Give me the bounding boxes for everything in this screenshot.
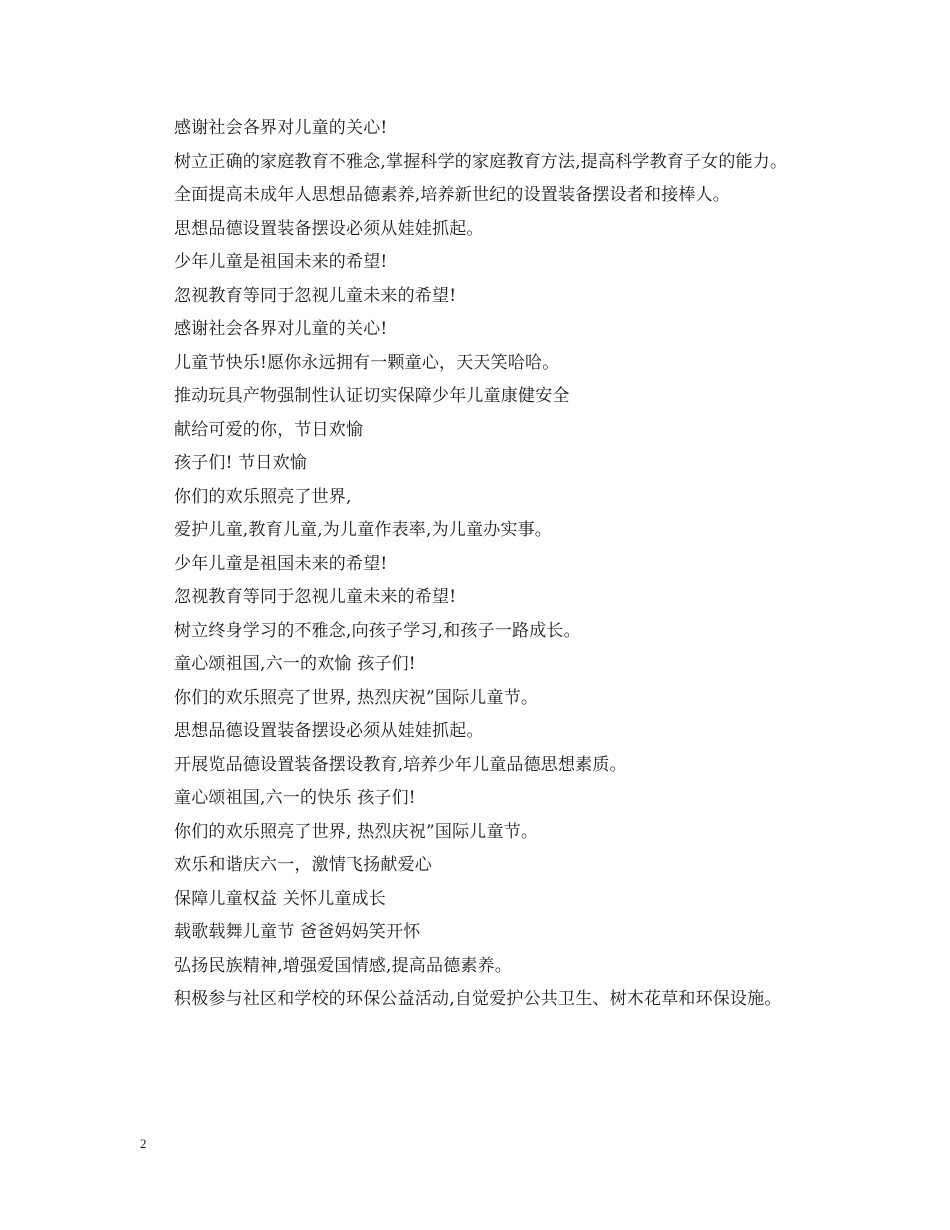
- paragraph: 你们的欢乐照亮了世界, 热烈庆祝”国际儿童节。: [174, 821, 539, 842]
- paragraph: 积极参与社区和学校的环保公益活动,自觉爱护公共卫生、树木花草和环保设施。: [174, 989, 782, 1009]
- paragraph: 推动玩具产物强制性认证切实保障少年儿童康健安全: [174, 386, 570, 406]
- paragraph: 爱护儿童,教育儿童,为儿童作表率,为儿童办实事。: [174, 520, 553, 540]
- paragraph: 童心颂祖国,六一的快乐 孩子们!: [174, 788, 416, 808]
- paragraph: 载歌载舞儿童节 爸爸妈妈笑开怀: [174, 922, 421, 942]
- paragraph: 感谢社会各界对儿童的关心!: [174, 118, 388, 138]
- paragraph: 思想品德设置装备摆设必须从娃娃抓起。: [174, 218, 484, 239]
- paragraph: 全面提高未成年人思想品德素养,培养新世纪的设置装备摆设者和接棒人。: [174, 185, 731, 205]
- paragraph: 孩子们! 节日欢愉: [174, 453, 308, 473]
- paragraph: 树立终身学习的不雅念,向孩子学习,和孩子一路成长。: [174, 620, 581, 641]
- paragraph: 你们的欢乐照亮了世界, 热烈庆祝”国际儿童节。: [174, 687, 539, 708]
- paragraph: 感谢社会各界对儿童的关心!: [174, 319, 388, 339]
- paragraph: 忽视教育等同于忽视儿童未来的希望!: [174, 285, 457, 306]
- paragraph: 少年儿童是祖国未来的希望!: [174, 252, 388, 272]
- paragraph: 欢乐和谐庆六一，激情飞扬献爱心: [174, 855, 432, 875]
- paragraph: 弘扬民族精神,增强爱国情感,提高品德素养。: [174, 955, 513, 976]
- paragraph: 少年儿童是祖国未来的希望!: [174, 553, 388, 574]
- page-number: 2: [140, 1136, 147, 1151]
- paragraph: 献给可爱的你，节日欢愉: [174, 419, 364, 440]
- paragraph: 保障儿童权益 关怀儿童成长: [174, 888, 387, 909]
- paragraph: 你们的欢乐照亮了世界,: [174, 486, 352, 507]
- paragraph: 童心颂祖国,六一的欢愉 孩子们!: [174, 654, 416, 674]
- paragraph: 儿童节快乐!愿你永远拥有一颗童心，天天笑哈哈。: [174, 352, 560, 373]
- document-body: [140, 112, 820, 1017]
- paragraph: 树立正确的家庭教育不雅念,掌握科学的家庭教育方法,提高科学教育子女的能力。: [174, 151, 788, 172]
- paragraph: 思想品德设置装备摆设必须从娃娃抓起。: [174, 721, 484, 741]
- paragraph: 忽视教育等同于忽视儿童未来的希望!: [174, 587, 457, 607]
- paragraph: 开展览品德设置装备摆设教育,培养少年儿童品德思想素质。: [174, 754, 627, 775]
